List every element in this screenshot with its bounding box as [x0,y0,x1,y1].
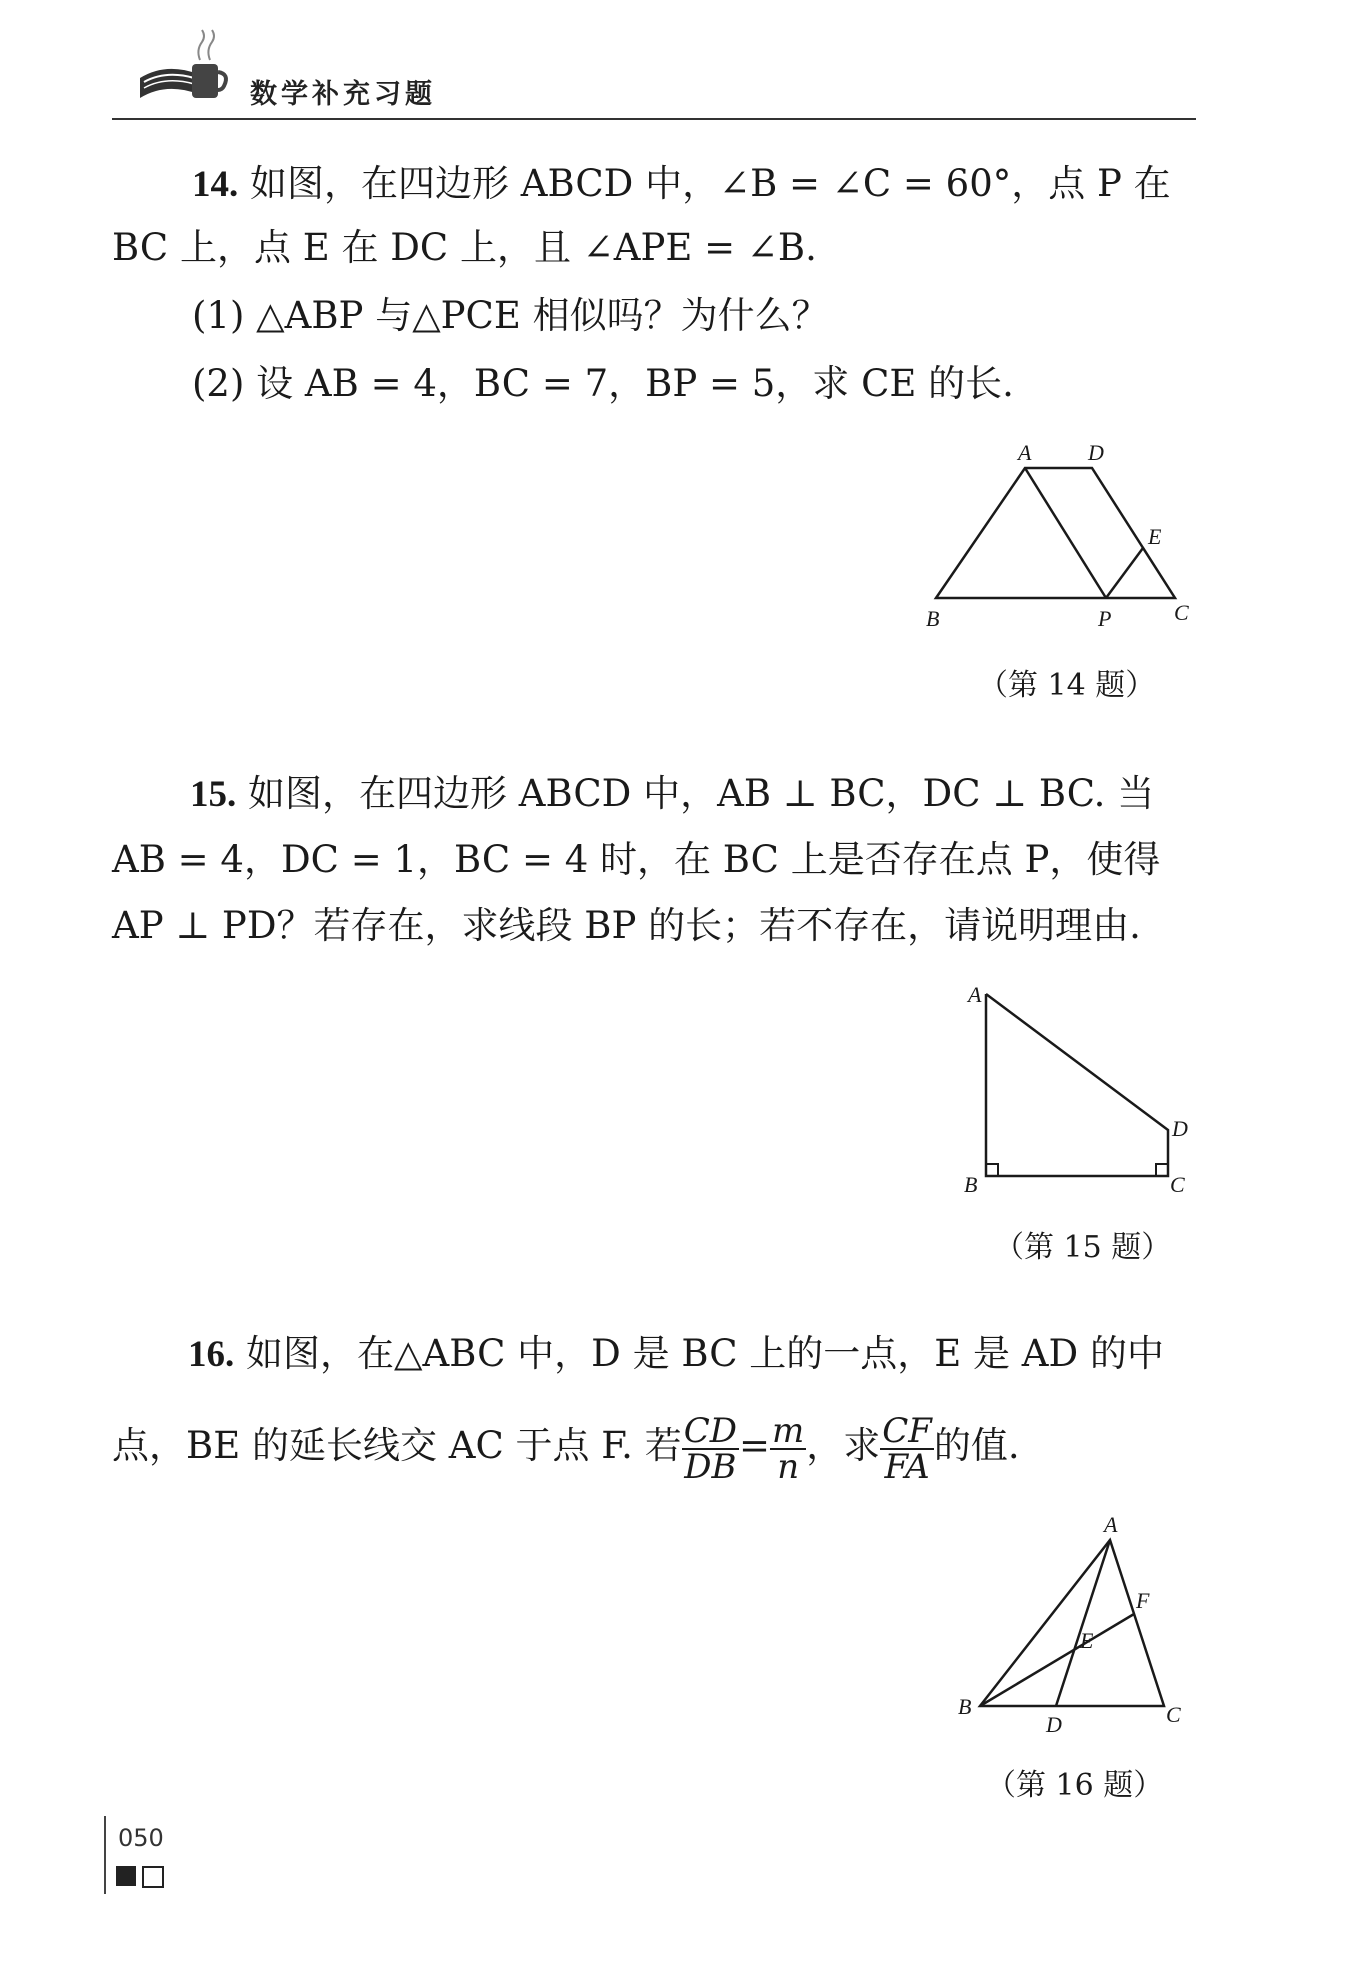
q14-label-a: A [1018,440,1032,465]
q15-label-a: A [968,982,982,1007]
q16-frac1-denominator: DB [684,1446,737,1487]
q15-line3: AP ⊥ PD？若存在，求线段 BP 的长；若不存在，请说明理由. [112,904,1141,947]
q16-label-f: F [1136,1588,1150,1613]
q16-segment-ad [1056,1540,1110,1706]
q14-figure [920,436,1200,636]
q16-label-b: B [958,1694,972,1719]
q14-segment-pe [1106,548,1143,598]
q14-quadrilateral [936,468,1175,598]
q15-figure [956,980,1196,1210]
q14-label-c: C [1174,600,1189,625]
q16-frac3-denominator: FA [884,1446,930,1487]
q14-number: 14. [192,164,239,205]
q14-line2: BC 上，点 E 在 DC 上，且 ∠APE = ∠B. [112,226,817,269]
q14-line1-text: 如图，在四边形 ABCD 中，∠B = ∠C = 60°，点 P 在 [250,162,1171,205]
q16-label-e: E [1080,1628,1094,1653]
q14-line4: (2) 设 AB = 4，BC = 7，BP = 5，求 CE 的长. [192,362,1014,405]
q15-line2: AB = 4，DC = 1，BC = 4 时，在 BC 上是否存在点 P，使得 [112,838,1161,881]
q15-label-c: C [1170,1172,1185,1197]
q16-line1 [188,1332,1164,1377]
filled-square-icon [116,1866,136,1886]
q15-line1 [190,772,1154,817]
q16-caption: （第 16 题） [986,1768,1164,1803]
book-cup-logo-icon [136,28,232,104]
q15-label-d: D [1172,1116,1188,1141]
q14-segment-ap [1025,468,1106,598]
q14-label-e: E [1148,524,1162,549]
q15-number: 15. [190,774,237,815]
q16-equals: = [739,1424,771,1467]
q14-line1 [192,162,1171,207]
q16-line1-text: 如图，在△ABC 中，D 是 BC 上的一点，E 是 AD 的中 [246,1332,1164,1375]
q16-number: 16. [188,1334,235,1375]
q16-line2 [112,1402,1020,1490]
q16-line2-part2: ，求 [806,1424,881,1467]
q14-label-b: B [926,606,940,631]
q16-frac1-numerator: CD [683,1410,737,1451]
q16-fraction-cd-db [682,1410,739,1487]
q14-label-d: D [1088,440,1104,465]
q14-label-p: P [1098,606,1112,631]
q16-label-c: C [1166,1702,1181,1727]
q15-label-b: B [964,1172,978,1197]
page-number-divider [104,1816,106,1894]
q15-right-angle-c [1156,1164,1168,1176]
q15-line1-text: 如图，在四边形 ABCD 中，AB ⊥ BC，DC ⊥ BC. 当 [248,772,1155,815]
page-number: 050 [118,1824,164,1852]
q16-fraction-m-n [770,1410,806,1487]
q15-right-angle-b [986,1164,998,1176]
q16-fraction-cf-fa [880,1410,934,1487]
header-divider [112,118,1196,120]
q16-label-a: A [1104,1512,1118,1537]
q14-line3: (1) △ABP 与△PCE 相似吗？为什么？ [192,294,829,337]
q16-frac2-numerator: m [772,1410,805,1451]
q16-frac2-denominator: n [777,1446,800,1487]
q15-caption: （第 15 题） [994,1230,1172,1265]
empty-square-icon [142,1866,164,1888]
book-title: 数学补充习题 [250,79,436,110]
q16-line2-part1: 点，BE 的延长线交 AC 于点 F. 若 [112,1424,682,1467]
q16-label-d: D [1046,1712,1062,1737]
q16-line2-part3: 的值. [933,1424,1020,1467]
q16-segment-bf [980,1614,1134,1706]
q16-figure [950,1510,1190,1740]
q14-caption: （第 14 题） [978,668,1156,703]
q16-triangle-abc [980,1540,1164,1706]
q16-frac3-numerator: CF [882,1410,932,1451]
q15-quadrilateral [986,994,1168,1176]
